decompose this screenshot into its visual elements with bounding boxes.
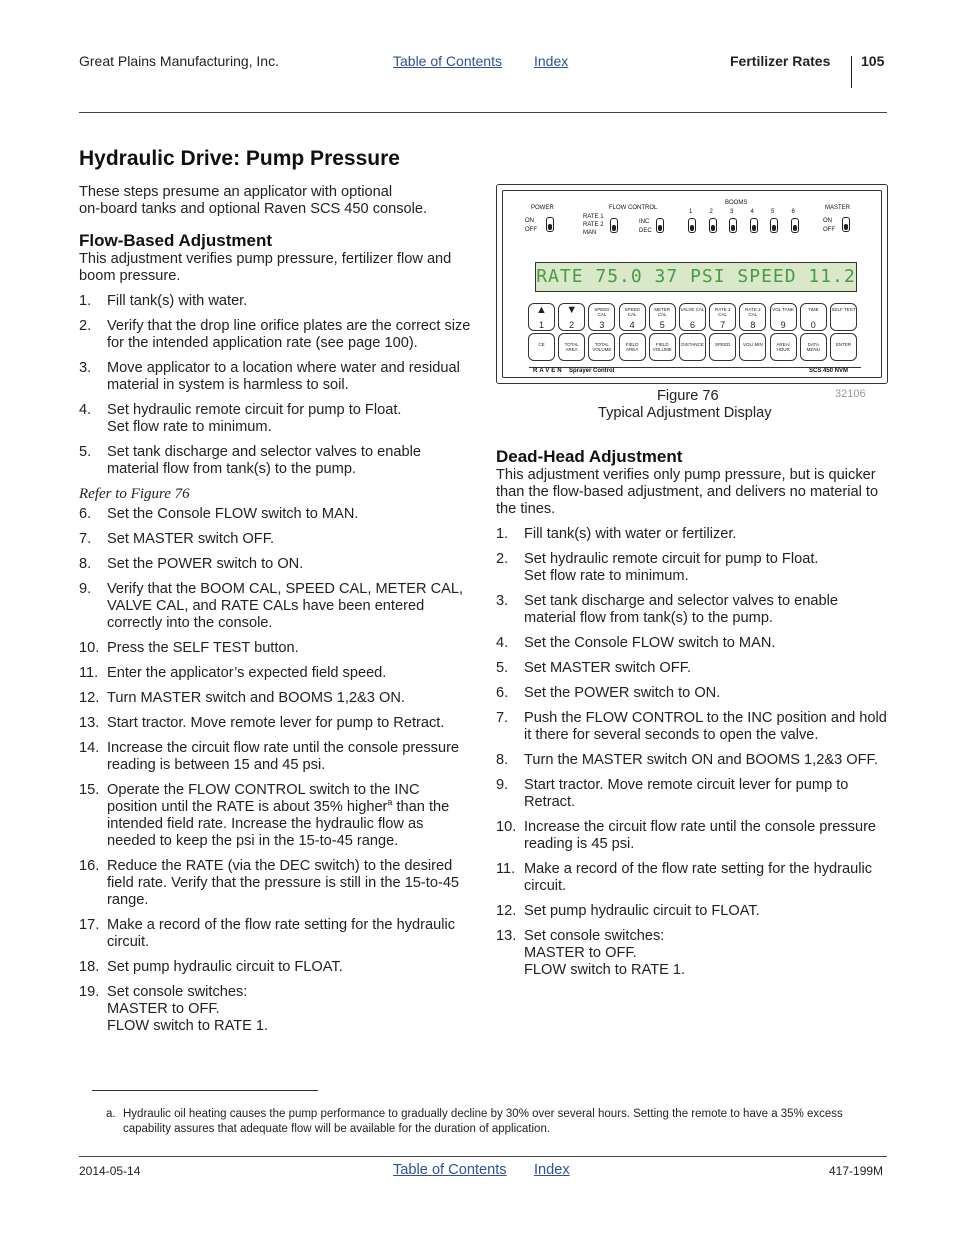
list-item bbox=[79, 740, 471, 774]
step-number: 15. bbox=[79, 782, 100, 798]
step-text: Operate the FLOW CONTROL switch to the INC position until the RATE is about 35% higher bbox=[107, 782, 420, 815]
step-number: 7. bbox=[79, 531, 92, 547]
step-number: 3. bbox=[496, 593, 509, 609]
list-item bbox=[79, 293, 471, 310]
step-text: Fill tank(s) with water or fertilizer. bbox=[524, 526, 737, 542]
step-text: Set the Console FLOW switch to MAN. bbox=[107, 506, 359, 522]
flow-steps-list-c bbox=[79, 858, 471, 1035]
console-key[interactable] bbox=[800, 333, 827, 361]
step-number: 11. bbox=[79, 665, 99, 681]
list-item bbox=[79, 556, 471, 573]
key-label: DISTANCE bbox=[681, 342, 704, 347]
list-item bbox=[79, 715, 471, 732]
step-text: Enter the applicator’s expected field speed. bbox=[107, 665, 387, 681]
console-key[interactable] bbox=[800, 303, 827, 331]
key-label: RATE 1 CAL bbox=[714, 307, 731, 317]
step-number: 8. bbox=[79, 556, 92, 572]
key-label: SPEED CAL bbox=[594, 307, 610, 317]
console-panel bbox=[502, 190, 882, 378]
step-number: 5. bbox=[79, 444, 92, 460]
console-key[interactable] bbox=[739, 303, 766, 331]
step-text: Start tractor. Move remote circuit lever for pump to Retract. bbox=[524, 777, 849, 810]
step-number: 10. bbox=[496, 819, 517, 835]
step-text: than the intended field rate. Increase the hydraulic flow as needed to keep the psi in the 15-to-45 range. bbox=[107, 799, 450, 849]
key-number: 5 bbox=[659, 320, 665, 330]
footer-date: 2014-05-14 bbox=[79, 1164, 141, 1178]
key-number: 7 bbox=[720, 320, 726, 330]
key-label: DATA MENU bbox=[806, 342, 820, 352]
footnote-rule bbox=[92, 1090, 318, 1091]
key-label: FIELD AREA bbox=[625, 342, 639, 352]
key-label: VALVE CAL bbox=[680, 307, 705, 312]
power-switch[interactable] bbox=[546, 217, 554, 232]
step-number: 9. bbox=[496, 777, 509, 793]
step-text: Push the FLOW CONTROL to the INC position and hold it there for several seconds to open the valve. bbox=[524, 710, 887, 743]
booms-label: BOOMS bbox=[725, 200, 748, 206]
console-key[interactable] bbox=[528, 333, 555, 361]
key-label: VOL TANK bbox=[772, 307, 794, 312]
step-number: 13. bbox=[496, 928, 517, 944]
key-label: ▲ bbox=[536, 304, 547, 316]
lcd-display: RATE 75.0 37 PSI SPEED 11.2 bbox=[535, 262, 857, 292]
list-item bbox=[496, 526, 888, 543]
step-number: 1. bbox=[79, 293, 92, 309]
list-item bbox=[496, 861, 888, 895]
page-number: 105 bbox=[861, 53, 885, 69]
flow-based-intro: This adjustment verifies pump pressure, fertilizer flow and boom pressure. bbox=[79, 251, 452, 284]
flow-control-switch[interactable] bbox=[656, 218, 664, 233]
step-text: Start tractor. Move remote lever for pump to Retract. bbox=[107, 715, 445, 731]
step-text: Fill tank(s) with water. bbox=[107, 293, 248, 309]
step-text: Set tank discharge and selector valves to enable material flow from tank(s) to the pump. bbox=[107, 444, 421, 477]
boom-number-label: 1 bbox=[689, 209, 693, 215]
step-number: 12. bbox=[79, 690, 100, 706]
doc-number: 417-199M bbox=[829, 1164, 884, 1178]
console-key[interactable] bbox=[588, 333, 615, 361]
list-item bbox=[79, 782, 471, 850]
console-key[interactable] bbox=[558, 333, 585, 361]
figure-number: Figure 76 bbox=[657, 388, 719, 404]
key-label: CE bbox=[538, 342, 545, 347]
boom-switch[interactable] bbox=[729, 218, 737, 233]
console-key[interactable] bbox=[619, 303, 646, 331]
key-number: 2 bbox=[569, 320, 575, 330]
key-label: METER CAL bbox=[654, 307, 671, 317]
step-text: Set pump hydraulic circuit to FLOAT. bbox=[524, 903, 760, 919]
toc-link-footer[interactable]: Table of Contents bbox=[393, 1162, 507, 1178]
key-label: SPEED CAL bbox=[624, 307, 640, 317]
step-text: Make a record of the flow rate setting for the hydraulic circuit. bbox=[107, 917, 455, 950]
dead-head-steps-list bbox=[496, 526, 888, 979]
refer-figure-note: Refer to Figure 76 bbox=[79, 486, 190, 502]
console-key[interactable] bbox=[770, 333, 797, 361]
left-column bbox=[79, 184, 471, 1043]
flow-step-15 bbox=[79, 782, 471, 850]
master-off-label: OFF bbox=[823, 227, 835, 233]
list-item bbox=[496, 551, 888, 585]
boom-switch[interactable] bbox=[709, 218, 717, 233]
step-text: Set tank discharge and selector valves to enable material flow from tank(s) to the pump. bbox=[524, 593, 838, 626]
console-key[interactable] bbox=[619, 333, 646, 361]
step-text: Turn the MASTER switch ON and BOOMS 1,2&3 OFF. bbox=[524, 752, 878, 768]
list-item bbox=[496, 819, 888, 853]
console-key[interactable] bbox=[679, 303, 706, 331]
boom-number-label: 5 bbox=[771, 209, 775, 215]
console-key[interactable] bbox=[739, 333, 766, 361]
boom-switch[interactable] bbox=[750, 218, 758, 233]
step-number: 4. bbox=[496, 635, 509, 651]
step-text: Set console switches: MASTER to OFF. FLOW switch to RATE 1. bbox=[107, 984, 269, 1034]
flow-switch[interactable] bbox=[610, 218, 618, 233]
step-number: 3. bbox=[79, 360, 92, 376]
step-number: 17. bbox=[79, 917, 100, 933]
step-number: 13. bbox=[79, 715, 100, 731]
rate1-label: RATE 1 bbox=[583, 214, 604, 220]
console-key[interactable] bbox=[830, 303, 857, 331]
list-item bbox=[79, 444, 471, 478]
boom-number-label: 3 bbox=[730, 209, 734, 215]
index-link-header[interactable]: Index bbox=[534, 53, 569, 69]
master-label: MASTER bbox=[825, 205, 851, 211]
step-text: Set MASTER switch OFF. bbox=[107, 531, 275, 547]
boom-switch[interactable] bbox=[791, 218, 799, 233]
list-item bbox=[79, 690, 471, 707]
power-off-label: OFF bbox=[525, 227, 537, 233]
list-item bbox=[496, 660, 888, 677]
footer-rule bbox=[79, 1156, 887, 1157]
key-number: 0 bbox=[810, 320, 816, 330]
key-label: TIME bbox=[807, 307, 819, 312]
key-number: 1 bbox=[538, 320, 544, 330]
dec-label: DEC bbox=[639, 228, 652, 234]
step-text: Verify that the BOOM CAL, SPEED CAL, METER CAL, VALVE CAL, and RATE CALs have been entered correctly into the console. bbox=[107, 581, 464, 631]
key-label: FIELD VOLUME bbox=[652, 342, 672, 352]
list-item bbox=[79, 531, 471, 548]
key-label: TOTAL VOLUME bbox=[592, 342, 612, 352]
list-item bbox=[496, 903, 888, 920]
console-key[interactable] bbox=[770, 303, 797, 331]
company-name: Great Plains Manufacturing, Inc. bbox=[79, 53, 279, 69]
step-text: Set the Console FLOW switch to MAN. bbox=[524, 635, 776, 651]
key-label: RATE 2 CAL bbox=[745, 307, 761, 317]
step-number: 1. bbox=[496, 526, 509, 542]
list-item bbox=[496, 685, 888, 702]
step-text: Set hydraulic remote circuit for pump to Float. Set flow rate to minimum. bbox=[107, 402, 402, 435]
inc-label: INC bbox=[639, 219, 650, 225]
key-label: VOL/ MIN bbox=[743, 342, 763, 347]
list-item bbox=[496, 777, 888, 811]
key-label: ▼ bbox=[566, 304, 578, 316]
footnote-text: Hydraulic oil heating causes the pump performance to gradually decline by 30% over several hours. Setting the remote to have a 35% excess capability assures that adequate flow will be available for the duration of application. bbox=[123, 1108, 843, 1135]
step-text: Set console switches: MASTER to OFF. FLOW switch to RATE 1. bbox=[524, 928, 686, 978]
rate2-label: RATE 2 bbox=[583, 222, 604, 228]
step-number: 8. bbox=[496, 752, 509, 768]
list-item bbox=[79, 360, 471, 394]
flow-steps-list-a bbox=[79, 293, 471, 478]
list-item bbox=[79, 318, 471, 352]
sprayer-control-label: Sprayer Control bbox=[569, 368, 615, 374]
step-text: Press the SELF TEST button. bbox=[107, 640, 299, 656]
figure-caption: Typical Adjustment Display bbox=[598, 405, 772, 421]
step-number: 14. bbox=[79, 740, 100, 756]
header-rule bbox=[79, 112, 887, 113]
step-text: Make a record of the flow rate setting for the hydraulic circuit. bbox=[524, 861, 872, 894]
footnote-ref[interactable]: a bbox=[387, 797, 393, 808]
step-text: Set hydraulic remote circuit for pump to Float. Set flow rate to minimum. bbox=[524, 551, 819, 584]
footnote-marker: a. bbox=[106, 1108, 116, 1120]
step-text: Set pump hydraulic circuit to FLOAT. bbox=[107, 959, 343, 975]
step-text: Set the POWER switch to ON. bbox=[107, 556, 304, 572]
console-key[interactable] bbox=[649, 303, 676, 331]
step-text: Increase the circuit flow rate until the console pressure reading is 45 psi. bbox=[524, 819, 877, 852]
step-number: 9. bbox=[79, 581, 92, 597]
flow-steps-list-b bbox=[79, 506, 471, 774]
step-number: 4. bbox=[79, 402, 92, 418]
right-column bbox=[496, 448, 888, 987]
console-key[interactable] bbox=[709, 333, 736, 361]
step-text: Reduce the RATE (via the DEC switch) to the desired field rate. Verify that the pressure is still in the 15-to-45 range. bbox=[107, 858, 460, 908]
page-title: Hydraulic Drive: Pump Pressure bbox=[79, 147, 400, 170]
console-key[interactable] bbox=[588, 303, 615, 331]
list-item bbox=[79, 665, 471, 682]
step-text: Set MASTER switch OFF. bbox=[524, 660, 692, 676]
list-item bbox=[79, 506, 471, 523]
man-label: MAN bbox=[583, 230, 597, 236]
key-label: SPEED bbox=[715, 342, 731, 347]
power-label: POWER bbox=[531, 205, 554, 211]
key-number: 3 bbox=[599, 320, 605, 330]
key-number: 4 bbox=[629, 320, 635, 330]
console-key[interactable] bbox=[649, 333, 676, 361]
master-switch[interactable] bbox=[842, 217, 850, 232]
step-number: 11. bbox=[496, 861, 516, 877]
step-text: Verify that the drop line orifice plates are the correct size for the intended application rate (see page 100). bbox=[107, 318, 471, 351]
key-number: 8 bbox=[750, 320, 756, 330]
list-item bbox=[496, 593, 888, 627]
step-number: 2. bbox=[79, 318, 92, 334]
intro-text: These steps presume an applicator with optional on-board tanks and optional Raven SCS 450 console. bbox=[79, 184, 428, 217]
step-text: Increase the circuit flow rate until the console pressure reading is between 15 and 45 psi. bbox=[107, 740, 460, 773]
boom-number-label: 6 bbox=[791, 209, 795, 215]
step-text: Turn MASTER switch and BOOMS 1,2&3 ON. bbox=[107, 690, 405, 706]
step-number: 19. bbox=[79, 984, 100, 1000]
model-label: SCS 450 NVM bbox=[809, 368, 849, 374]
console-key[interactable] bbox=[558, 303, 585, 331]
list-item bbox=[79, 640, 471, 657]
flow-control-label: FLOW CONTROL bbox=[609, 205, 658, 211]
step-text: Set the POWER switch to ON. bbox=[524, 685, 721, 701]
boom-number-label: 2 bbox=[709, 209, 713, 215]
list-item bbox=[79, 917, 471, 951]
key-label: AREA/ HOUR bbox=[776, 342, 790, 352]
boom-switch[interactable] bbox=[770, 218, 778, 233]
step-number: 6. bbox=[79, 506, 92, 522]
list-item bbox=[496, 635, 888, 652]
key-label: TOTAL AREA bbox=[564, 342, 579, 352]
list-item bbox=[79, 984, 471, 1035]
header-divider bbox=[851, 56, 852, 88]
key-label: ENTER bbox=[835, 342, 852, 347]
key-number: 6 bbox=[689, 320, 695, 330]
list-item bbox=[496, 752, 888, 769]
power-on-label: ON bbox=[525, 218, 534, 224]
list-item bbox=[79, 959, 471, 976]
step-text: Move applicator to a location where water and residual material in system is harmless to soil. bbox=[107, 360, 460, 393]
list-item bbox=[79, 402, 471, 436]
list-item bbox=[79, 858, 471, 909]
console-figure bbox=[496, 184, 888, 384]
boom-switch[interactable] bbox=[688, 218, 696, 233]
raven-logo: RAVEN bbox=[533, 368, 564, 374]
step-number: 2. bbox=[496, 551, 509, 567]
step-number: 6. bbox=[496, 685, 509, 701]
section-title: Fertilizer Rates bbox=[730, 53, 831, 69]
step-number: 16. bbox=[79, 858, 100, 874]
console-key[interactable] bbox=[709, 303, 736, 331]
master-on-label: ON bbox=[823, 218, 832, 224]
key-label: SELF TEST bbox=[831, 307, 856, 312]
toc-link-header[interactable]: Table of Contents bbox=[393, 53, 502, 69]
console-key[interactable] bbox=[528, 303, 555, 331]
list-item bbox=[496, 710, 888, 744]
step-number: 10. bbox=[79, 640, 100, 656]
dead-head-heading: Dead-Head Adjustment bbox=[496, 447, 683, 466]
dead-head-intro: This adjustment verifies only pump pressure, but is quicker than the flow-based adjustment, and delivers no material to the tines. bbox=[496, 467, 879, 517]
step-number: 5. bbox=[496, 660, 509, 676]
key-number: 9 bbox=[780, 320, 786, 330]
console-key[interactable] bbox=[679, 333, 706, 361]
flow-based-heading: Flow-Based Adjustment bbox=[79, 231, 272, 250]
figure-id: 32106 bbox=[835, 388, 866, 400]
index-link-footer[interactable]: Index bbox=[534, 1162, 570, 1178]
list-item bbox=[79, 581, 471, 632]
step-number: 12. bbox=[496, 903, 517, 919]
list-item bbox=[496, 928, 888, 979]
boom-number-label: 4 bbox=[750, 209, 754, 215]
step-number: 7. bbox=[496, 710, 509, 726]
console-key[interactable] bbox=[830, 333, 857, 361]
step-number: 18. bbox=[79, 959, 100, 975]
